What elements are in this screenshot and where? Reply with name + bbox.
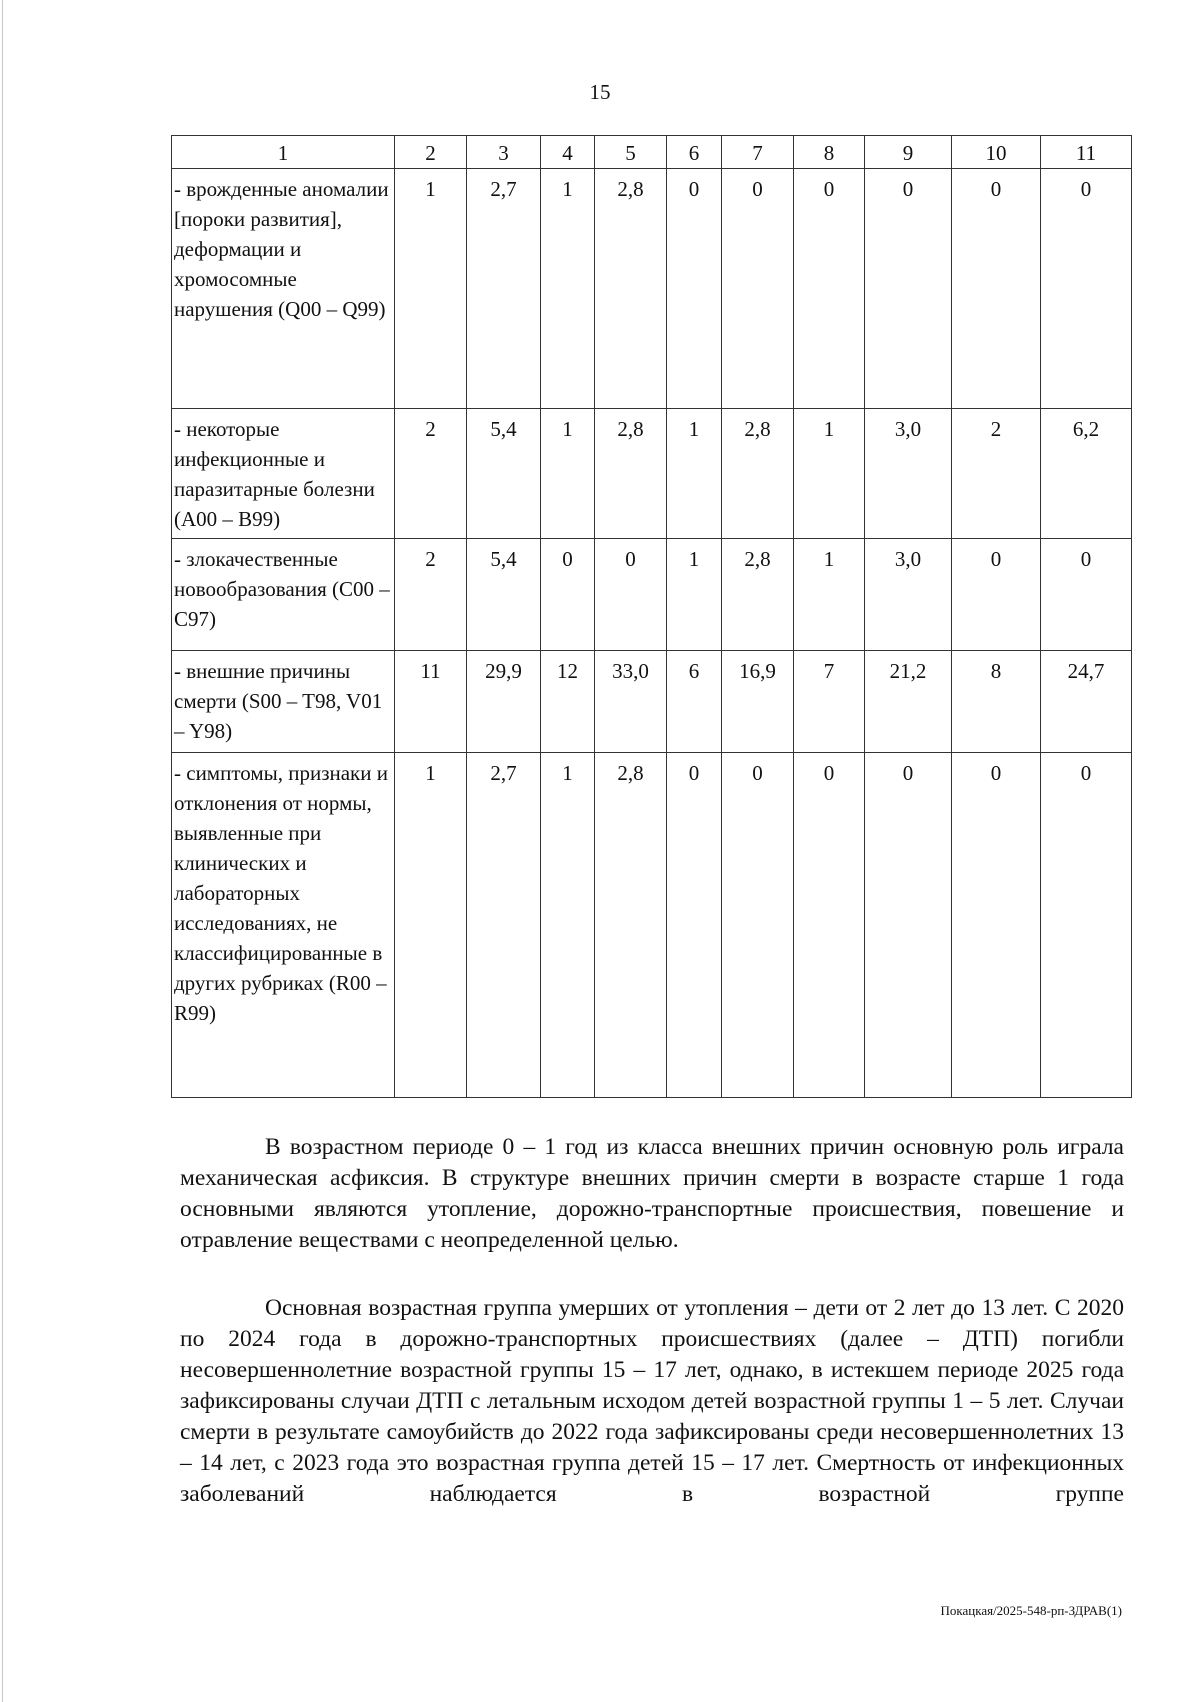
- row-label: - врожденные аномалии [пороки развития], деформации и хромосомные нарушения (Q00 – Q99): [172, 169, 395, 409]
- table-cell: 2,7: [467, 169, 541, 409]
- table-header-row: [172, 136, 1132, 169]
- column-header: 5: [595, 136, 667, 169]
- table-cell: 0: [952, 169, 1041, 409]
- table-cell: 8: [952, 651, 1041, 753]
- table-cell: 1: [794, 409, 865, 539]
- paragraph: В возрастном периоде 0 – 1 год из класса внешних причин основную роль играла механическая асфиксия. В структуре внешних причин смерти в возрасте старше 1 года основными являются утопление, дорожно-транспортные происшествия, повешение и отравление веществами с неопределенной целью.: [180, 1134, 1124, 1253]
- table-cell: 2,8: [595, 409, 667, 539]
- table-cell: 1: [541, 753, 595, 1098]
- table-cell: 2: [952, 409, 1041, 539]
- table-cell: 1: [541, 169, 595, 409]
- table-row: [172, 753, 1132, 1098]
- table-cell: 0: [722, 753, 794, 1098]
- mortality-table: [171, 135, 1132, 1098]
- table-row: [172, 409, 1132, 539]
- page-number: 15: [589, 80, 611, 104]
- table-cell: 0: [722, 169, 794, 409]
- table-cell: 16,9: [722, 651, 794, 753]
- table-cell: 0: [667, 753, 722, 1098]
- table-cell: 1: [667, 539, 722, 651]
- table-cell: 2,7: [467, 753, 541, 1098]
- column-header: 11: [1041, 136, 1132, 169]
- row-label: - внешние причины смерти (S00 – T98, V01 – Y98): [172, 651, 395, 753]
- column-header: 7: [722, 136, 794, 169]
- row-label: - злокачественные новообразования (C00 – C97): [172, 539, 395, 651]
- paragraph: Основная возрастная группа умерших от утопления – дети от 2 лет до 13 лет. С 2020 по 2024 года в дорожно-транспортных происшествиях (далее – ДТП) погибли несовершеннолетние возрастной группы 15 – 17 лет, однако, в истекшем периоде 2025 года зафиксированы случаи ДТП с летальным исходом детей возрастной группы 1 – 5 лет. Случаи смерти в результате самоубийств до 2022 года зафиксированы среди несовершеннолетних 13 – 14 лет, с 2023 года это возрастная группа детей 15 – 17 лет. Смертность от инфекционных заболеваний наблюдается в возрастной группе: [180, 1295, 1124, 1507]
- table-cell: 2,8: [722, 409, 794, 539]
- table-cell: 2: [395, 539, 467, 651]
- table-cell: 2,8: [722, 539, 794, 651]
- table-cell: 0: [952, 753, 1041, 1098]
- table-cell: 2,8: [595, 169, 667, 409]
- table-cell: 33,0: [595, 651, 667, 753]
- table-cell: 1: [667, 409, 722, 539]
- table-cell: 6: [667, 651, 722, 753]
- table-cell: 1: [794, 539, 865, 651]
- document-footer-reference: Покацкая/2025-548-рп-ЗДРАВ(1): [940, 1603, 1122, 1618]
- table-cell: 2,8: [595, 753, 667, 1098]
- table-cell: 0: [595, 539, 667, 651]
- table-cell: 0: [794, 753, 865, 1098]
- table-cell: 6,2: [1041, 409, 1132, 539]
- table-cell: 0: [1041, 753, 1132, 1098]
- page-edge-line: [2, 0, 3, 1702]
- table-row: [172, 539, 1132, 651]
- column-header: 4: [541, 136, 595, 169]
- table-cell: 1: [541, 409, 595, 539]
- table-cell: 5,4: [467, 409, 541, 539]
- table-cell: 11: [395, 651, 467, 753]
- table-cell: 2: [395, 409, 467, 539]
- table-cell: 12: [541, 651, 595, 753]
- table-cell: 21,2: [865, 651, 952, 753]
- table-row: [172, 169, 1132, 409]
- table-cell: 0: [667, 169, 722, 409]
- table-cell: 7: [794, 651, 865, 753]
- table-cell: 24,7: [1041, 651, 1132, 753]
- column-header: 6: [667, 136, 722, 169]
- column-header: 1: [172, 136, 395, 169]
- table-cell: 3,0: [865, 539, 952, 651]
- table-cell: 0: [865, 753, 952, 1098]
- table-cell: 0: [794, 169, 865, 409]
- table-cell: 0: [1041, 539, 1132, 651]
- column-header: 8: [794, 136, 865, 169]
- column-header: 2: [395, 136, 467, 169]
- column-header: 10: [952, 136, 1041, 169]
- column-header: 3: [467, 136, 541, 169]
- row-label: - некоторые инфекционные и паразитарные болезни (A00 – B99): [172, 409, 395, 539]
- column-header: 9: [865, 136, 952, 169]
- table-cell: 29,9: [467, 651, 541, 753]
- table-cell: 5,4: [467, 539, 541, 651]
- table-row: [172, 651, 1132, 753]
- table-cell: 0: [1041, 169, 1132, 409]
- table-cell: 1: [395, 753, 467, 1098]
- table-cell: 0: [952, 539, 1041, 651]
- table-cell: 1: [395, 169, 467, 409]
- table-cell: 0: [541, 539, 595, 651]
- row-label: - симптомы, признаки и отклонения от нормы, выявленные при клинических и лабораторных исследованиях, не классифицированные в других рубриках (R00 – R99): [172, 753, 395, 1098]
- table-cell: 3,0: [865, 409, 952, 539]
- table-cell: 0: [865, 169, 952, 409]
